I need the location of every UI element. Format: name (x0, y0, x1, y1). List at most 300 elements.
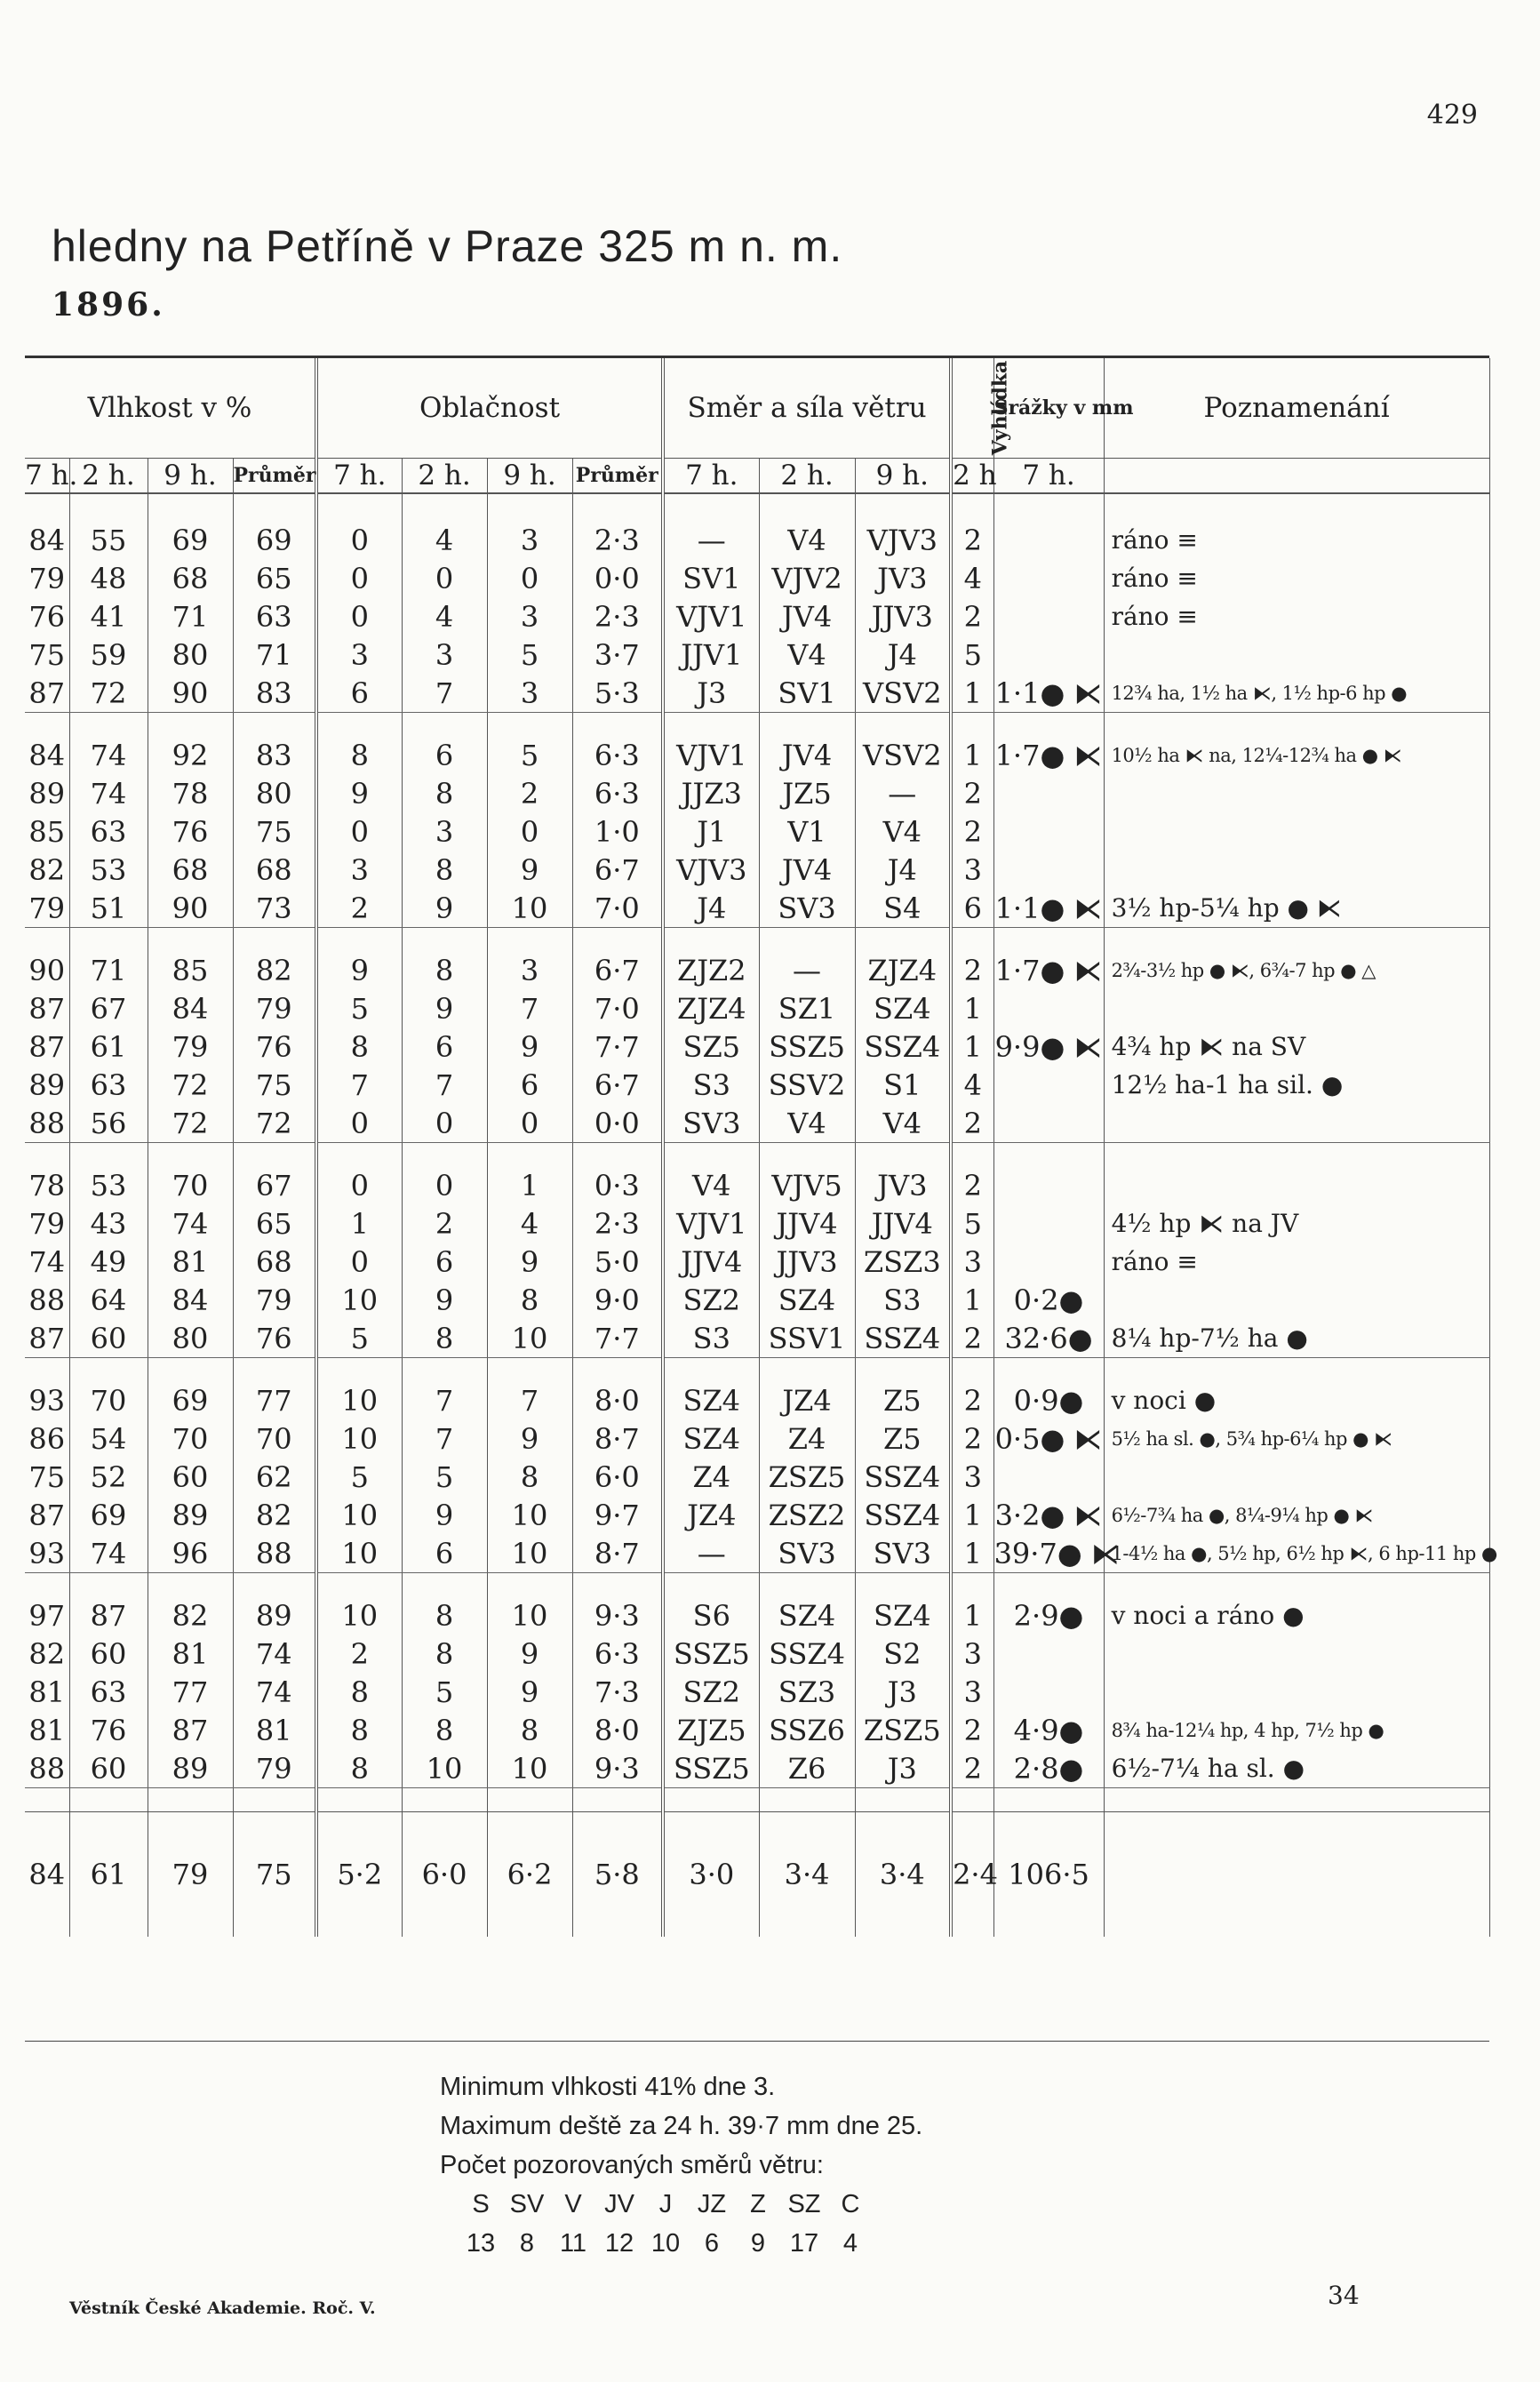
sheet-number: 34 (1328, 2281, 1360, 2310)
table-cell: 9 (487, 1673, 572, 1711)
table-cell: 10 (487, 1534, 572, 1573)
table-cell: 61 (69, 1027, 148, 1066)
humidity-header: Vlhkost v % (25, 358, 316, 459)
table-cell: 0·5● ⧔ (993, 1419, 1104, 1458)
table-cell: JV4 (759, 736, 855, 774)
direction-count: 10 (650, 2229, 681, 2258)
table-cell: 59 (69, 635, 148, 674)
table-cell: v noci ● (1104, 1381, 1489, 1419)
table-cell: 5·8 (572, 1812, 663, 1938)
table-cell: 82 (233, 1496, 316, 1534)
table-cell: 80 (148, 1319, 233, 1358)
table-cell (1104, 774, 1489, 812)
table-cell: 70 (69, 1381, 148, 1419)
table-cell: 65 (233, 1204, 316, 1243)
table-cell: 75 (25, 635, 69, 674)
table-cell: 10 (316, 1534, 402, 1573)
table-cell: J3 (663, 674, 759, 713)
table-cell: 10 (487, 1496, 572, 1534)
table-cell: 2 (951, 951, 993, 989)
table-cell: SSZ4 (855, 1496, 951, 1534)
table-row (25, 774, 1489, 812)
table-row (25, 1419, 1489, 1458)
table-row (25, 521, 1489, 559)
table-cell: 10 (316, 1381, 402, 1419)
table-cell: 51 (69, 889, 148, 928)
table-cell (1104, 812, 1489, 851)
table-cell: 0·0 (572, 1104, 663, 1143)
table-cell: 106·5 (993, 1812, 1104, 1938)
table-cell: 1 (316, 1204, 402, 1243)
table-cell: 88 (25, 1749, 69, 1788)
table-cell: 88 (25, 1104, 69, 1143)
table-cell: 1·7● ⧔ (993, 736, 1104, 774)
table-cell: V4 (663, 1166, 759, 1204)
table-cell: SZ4 (759, 1596, 855, 1635)
table-row (25, 1534, 1489, 1573)
table-cell: 5 (402, 1673, 487, 1711)
table-cell: 9·3 (572, 1749, 663, 1788)
table-cell: J4 (855, 851, 951, 889)
table-cell: 0 (316, 559, 402, 597)
table-cell: 10 (487, 889, 572, 928)
table-cell: 8 (316, 1027, 402, 1066)
table-cell: 7·0 (572, 889, 663, 928)
table-cell: SZ5 (663, 1027, 759, 1066)
visibility-header: Vyhlídka (951, 358, 993, 459)
table-cell: 6 (316, 674, 402, 713)
table-cell: 0 (487, 559, 572, 597)
table-cell: SSV1 (759, 1319, 855, 1358)
table-cell: V4 (759, 635, 855, 674)
direction-count: 12 (604, 2229, 634, 2258)
table-cell: 2 (316, 1635, 402, 1673)
table-cell: 69 (233, 521, 316, 559)
table-cell: — (663, 1534, 759, 1573)
table-cell: V4 (855, 1104, 951, 1143)
table-cell: JJV4 (759, 1204, 855, 1243)
table-cell: 9 (402, 1496, 487, 1534)
table-cell: ZSZ5 (759, 1458, 855, 1496)
table-cell: 8 (316, 736, 402, 774)
table-cell: 5·0 (572, 1243, 663, 1281)
table-cell: ráno ≡ (1104, 521, 1489, 559)
table-cell: 8·0 (572, 1381, 663, 1419)
table-cell: 88 (233, 1534, 316, 1573)
table-cell: SV3 (759, 1534, 855, 1573)
table-cell (993, 774, 1104, 812)
table-cell: 6·2 (487, 1812, 572, 1938)
table-cell: Z4 (663, 1458, 759, 1496)
table-cell: 5 (316, 1319, 402, 1358)
table-cell: 8 (402, 1711, 487, 1749)
precip-header: Srážky v mm (993, 358, 1104, 459)
table-cell: 3 (487, 674, 572, 713)
table-cell: 8·0 (572, 1711, 663, 1749)
table-cell: 3 (487, 951, 572, 989)
table-cell: 75 (233, 812, 316, 851)
table-cell: 0 (316, 597, 402, 635)
table-cell (993, 1673, 1104, 1711)
direction-label: J (658, 2190, 673, 2218)
table-row (25, 1027, 1489, 1066)
table-cell: 6·3 (572, 1635, 663, 1673)
table-cell (1104, 1812, 1489, 1938)
table-cell: SV3 (663, 1104, 759, 1143)
table-cell: JZ5 (759, 774, 855, 812)
table-cell: 97 (25, 1596, 69, 1635)
wind-header: Směr a síla větru (663, 358, 951, 459)
table-cell: 6½-7¼ ha sl. ● (1104, 1749, 1489, 1788)
table-cell: 3 (951, 1458, 993, 1496)
table-cell: 2 (951, 1749, 993, 1788)
table-cell: 2 (951, 1104, 993, 1143)
row-gap (25, 928, 1489, 952)
table-cell: 82 (25, 1635, 69, 1673)
table-cell: 3 (402, 635, 487, 674)
table-cell: 8 (487, 1711, 572, 1749)
table-cell: SZ4 (855, 1596, 951, 1635)
table-cell (993, 1458, 1104, 1496)
table-cell: S2 (855, 1635, 951, 1673)
table-cell: 60 (148, 1458, 233, 1496)
table-cell: ZSZ2 (759, 1496, 855, 1534)
summary-min: Minimum vlhkosti 41% dne 3. (440, 2073, 776, 2101)
table-cell: 4 (951, 1066, 993, 1104)
table-cell: 5·2 (316, 1812, 402, 1938)
table-cell: 67 (69, 989, 148, 1027)
table-cell: 76 (233, 1027, 316, 1066)
table-cell: 5 (487, 635, 572, 674)
direction-count: 9 (750, 2229, 766, 2258)
table-row (25, 1281, 1489, 1319)
table-cell: 0·2● (993, 1281, 1104, 1319)
table-cell: — (759, 951, 855, 989)
table-cell: SZ2 (663, 1281, 759, 1319)
table-cell: 10 (487, 1596, 572, 1635)
table-cell: 1 (951, 989, 993, 1027)
table-cell: 2 (402, 1204, 487, 1243)
table-cell: 9 (487, 1635, 572, 1673)
table-cell: SZ4 (663, 1419, 759, 1458)
table-cell: ZJZ4 (663, 989, 759, 1027)
table-cell (993, 1635, 1104, 1673)
table-cell: 7·7 (572, 1319, 663, 1358)
col-h7: 7 h. (663, 459, 759, 494)
table-cell: 9 (487, 851, 572, 889)
direction-count: 4 (842, 2229, 858, 2258)
table-cell: ZSZ3 (855, 1243, 951, 1281)
table-cell: 5 (402, 1458, 487, 1496)
table-cell: 3 (316, 635, 402, 674)
table-cell: 3 (951, 851, 993, 889)
summary-count: Počet pozorovaných směrů větru: (440, 2151, 824, 2179)
table-cell: 6 (951, 889, 993, 928)
cloudiness-header: Oblačnost (316, 358, 663, 459)
table-cell: 81 (148, 1635, 233, 1673)
table-cell: 83 (233, 674, 316, 713)
col-avg: Průměr (572, 459, 663, 494)
table-cell: 60 (69, 1635, 148, 1673)
table-cell: 9 (316, 951, 402, 989)
col-h2: 2 h. (69, 459, 148, 494)
table-cell: 82 (233, 951, 316, 989)
table-row (25, 1711, 1489, 1749)
table-cell: 10 (487, 1749, 572, 1788)
table-cell: 4 (487, 1204, 572, 1243)
table-cell: 89 (25, 1066, 69, 1104)
table-cell: 2¾-3½ hp ● ⧔, 6¾-7 hp ● △ (1104, 951, 1489, 989)
table-cell: S1 (855, 1066, 951, 1104)
table-cell: 5 (316, 1458, 402, 1496)
table-cell: 10½ ha ⧔ na, 12¼-12¾ ha ● ⧔ (1104, 736, 1489, 774)
table-cell: 74 (148, 1204, 233, 1243)
table-cell: 60 (69, 1319, 148, 1358)
table-cell: 3·4 (855, 1812, 951, 1938)
table-cell: 7 (402, 1381, 487, 1419)
table-cell: 0 (316, 521, 402, 559)
table-cell: V4 (759, 1104, 855, 1143)
table-cell: 2 (951, 1381, 993, 1419)
average-row (25, 1812, 1489, 1938)
table-cell: 87 (25, 1496, 69, 1534)
table-cell: 87 (148, 1711, 233, 1749)
table-cell: 93 (25, 1534, 69, 1573)
table-cell: 5 (487, 736, 572, 774)
table-cell (993, 1104, 1104, 1143)
table-cell: 0 (487, 1104, 572, 1143)
table-cell: 5½ ha sl. ●, 5¾ hp-6¼ hp ● ⧔ (1104, 1419, 1489, 1458)
col-avg: Průměr (233, 459, 316, 494)
table-cell: 4·9● (993, 1711, 1104, 1749)
table-cell: ráno ≡ (1104, 597, 1489, 635)
direction-label: C (841, 2190, 860, 2218)
table-cell: Z5 (855, 1419, 951, 1458)
table-cell: 6·7 (572, 1066, 663, 1104)
table-cell: 65 (233, 559, 316, 597)
table-cell: 8 (316, 1749, 402, 1788)
table-cell: 1·1● ⧔ (993, 889, 1104, 928)
direction-labels (458, 2185, 922, 2224)
table-cell: VJV1 (663, 597, 759, 635)
table-cell: 74 (25, 1243, 69, 1281)
table-cell: ZJZ5 (663, 1711, 759, 1749)
table-cell: 75 (25, 1458, 69, 1496)
table-cell: 61 (69, 1812, 148, 1938)
table-cell (993, 521, 1104, 559)
table-cell (993, 1166, 1104, 1204)
direction-label: SV (509, 2190, 545, 2218)
table-cell (1104, 851, 1489, 889)
table-cell: 79 (233, 989, 316, 1027)
table-cell: 71 (69, 951, 148, 989)
table-cell: ráno ≡ (1104, 559, 1489, 597)
table-cell: 79 (233, 1281, 316, 1319)
table-cell: 68 (148, 851, 233, 889)
table-cell: 5 (951, 1204, 993, 1243)
row-gap (25, 493, 1489, 521)
table-cell: 3·2● ⧔ (993, 1496, 1104, 1534)
table-cell: 8 (402, 1319, 487, 1358)
table-cell: 85 (148, 951, 233, 989)
table-cell: JV4 (759, 597, 855, 635)
table-cell (993, 1066, 1104, 1104)
table-cell: ZJZ4 (855, 951, 951, 989)
table-cell: 9 (316, 774, 402, 812)
table-cell: ZJZ2 (663, 951, 759, 989)
table-row (25, 1749, 1489, 1788)
direction-label: Z (750, 2190, 766, 2218)
table-cell: VJV1 (663, 736, 759, 774)
table-cell: JJV3 (855, 597, 951, 635)
table-cell: 8¾ ha-12¼ hp, 4 hp, 7½ hp ● (1104, 1711, 1489, 1749)
table-row (25, 1596, 1489, 1635)
table-cell: 8¼ hp-7½ ha ● (1104, 1319, 1489, 1358)
table-cell: SSZ4 (855, 1319, 951, 1358)
table-cell: ZSZ5 (855, 1711, 951, 1749)
table-cell: 2·3 (572, 597, 663, 635)
table-cell: 9 (402, 1281, 487, 1319)
table-cell: VSV2 (855, 736, 951, 774)
table-cell: 89 (233, 1596, 316, 1635)
table-cell: 0 (316, 1243, 402, 1281)
table-row (25, 597, 1489, 635)
row-gap (25, 1788, 1489, 1812)
table-cell: SSZ5 (663, 1749, 759, 1788)
table-cell: 7 (487, 1381, 572, 1419)
table-cell: 86 (25, 1419, 69, 1458)
table-row (25, 1496, 1489, 1534)
table-cell: 0 (316, 812, 402, 851)
table-cell: 5 (951, 635, 993, 674)
summary (440, 2067, 922, 2263)
table-cell: 9·3 (572, 1596, 663, 1635)
table-cell: JV3 (855, 1166, 951, 1204)
table-cell: 0 (402, 559, 487, 597)
table-cell: 71 (148, 597, 233, 635)
table-cell: 4¾ hp ⧔ na SV (1104, 1027, 1489, 1066)
table-cell: — (663, 521, 759, 559)
table-row (25, 1243, 1489, 1281)
table-cell (1104, 1458, 1489, 1496)
table-cell: S4 (855, 889, 951, 928)
table-cell: 76 (25, 597, 69, 635)
summary-max: Maximum deště za 24 h. 39·7 mm dne 25. (440, 2112, 923, 2140)
table-cell: 5·3 (572, 674, 663, 713)
table-cell: JV4 (759, 851, 855, 889)
table-cell: 2·3 (572, 1204, 663, 1243)
table-cell: 84 (148, 1281, 233, 1319)
table-cell: 1·1● ⧔ (993, 674, 1104, 713)
table-row (25, 1104, 1489, 1143)
table-cell: 55 (69, 521, 148, 559)
direction-count: 11 (559, 2229, 587, 2258)
table-cell: 3 (316, 851, 402, 889)
table-cell: 75 (233, 1066, 316, 1104)
table-cell: 8 (402, 851, 487, 889)
table-cell: 1 (487, 1166, 572, 1204)
table-cell: J1 (663, 812, 759, 851)
col-h7: 7 h. (25, 460, 78, 492)
table-cell: 1·7● ⧔ (993, 951, 1104, 989)
table-row (25, 1319, 1489, 1358)
table-cell: 68 (233, 1243, 316, 1281)
direction-label: JV (604, 2190, 634, 2218)
table-cell: 6 (487, 1066, 572, 1104)
table-cell: SZ3 (759, 1673, 855, 1711)
table-cell: 54 (69, 1419, 148, 1458)
table-cell: 3·4 (759, 1812, 855, 1938)
table-cell: 7 (402, 674, 487, 713)
table-cell: 3·7 (572, 635, 663, 674)
table-cell: 79 (25, 559, 69, 597)
year-label: 1896. (52, 286, 165, 324)
table-row (25, 1166, 1489, 1204)
table-cell: 2 (951, 521, 993, 559)
table-cell: 32·6● (993, 1319, 1104, 1358)
table-cell: 2 (951, 1711, 993, 1749)
table-cell: 9·7 (572, 1496, 663, 1534)
table-cell: 74 (69, 736, 148, 774)
table-cell: 81 (25, 1711, 69, 1749)
table-cell: Z4 (759, 1419, 855, 1458)
table-cell: 7 (487, 989, 572, 1027)
table-cell: 8 (402, 774, 487, 812)
table-cell: 2·3 (572, 521, 663, 559)
table-cell: 3·0 (663, 1812, 759, 1938)
direction-label: V (564, 2190, 582, 2218)
table-cell: 79 (233, 1749, 316, 1788)
table-cell: 83 (233, 736, 316, 774)
table-cell: 3 (951, 1243, 993, 1281)
table-cell: 72 (148, 1104, 233, 1143)
table-cell: 74 (69, 774, 148, 812)
table-cell: 69 (148, 521, 233, 559)
table-cell: V1 (759, 812, 855, 851)
table-cell: SZ1 (759, 989, 855, 1027)
table-cell: 9 (402, 989, 487, 1027)
table-cell: v noci a ráno ● (1104, 1596, 1489, 1635)
direction-count: 8 (519, 2229, 535, 2258)
table-cell: 56 (69, 1104, 148, 1143)
journal-footer: Věstník České Akademie. Roč. V. (69, 2298, 376, 2318)
table-cell: S6 (663, 1596, 759, 1635)
table-cell: 84 (25, 736, 69, 774)
table-cell: JV3 (855, 559, 951, 597)
table-cell: 2·9● (993, 1596, 1104, 1635)
table-cell: J3 (855, 1673, 951, 1711)
table-cell: 10 (487, 1319, 572, 1358)
col-h7: 7 h. (316, 459, 402, 494)
table-cell (1104, 1166, 1489, 1204)
table-cell: 6·0 (402, 1812, 487, 1938)
table-cell: 1 (951, 736, 993, 774)
table-cell: 9 (487, 1027, 572, 1066)
table-cell: 6 (402, 1027, 487, 1066)
table-cell (1104, 1673, 1489, 1711)
table-cell: 9 (487, 1419, 572, 1458)
table-cell: 10 (316, 1419, 402, 1458)
table-cell: SSV2 (759, 1066, 855, 1104)
table-cell: 1-4½ ha ●, 5½ hp, 6½ hp ⧔, 6 hp-11 hp ● (1104, 1534, 1489, 1573)
table-cell: J4 (663, 889, 759, 928)
table-cell (993, 635, 1104, 674)
col-h9: 9 h. (487, 459, 572, 494)
table-cell: 89 (148, 1749, 233, 1788)
table-cell: 6·3 (572, 736, 663, 774)
table-row (25, 1066, 1489, 1104)
table-cell: 8 (402, 951, 487, 989)
